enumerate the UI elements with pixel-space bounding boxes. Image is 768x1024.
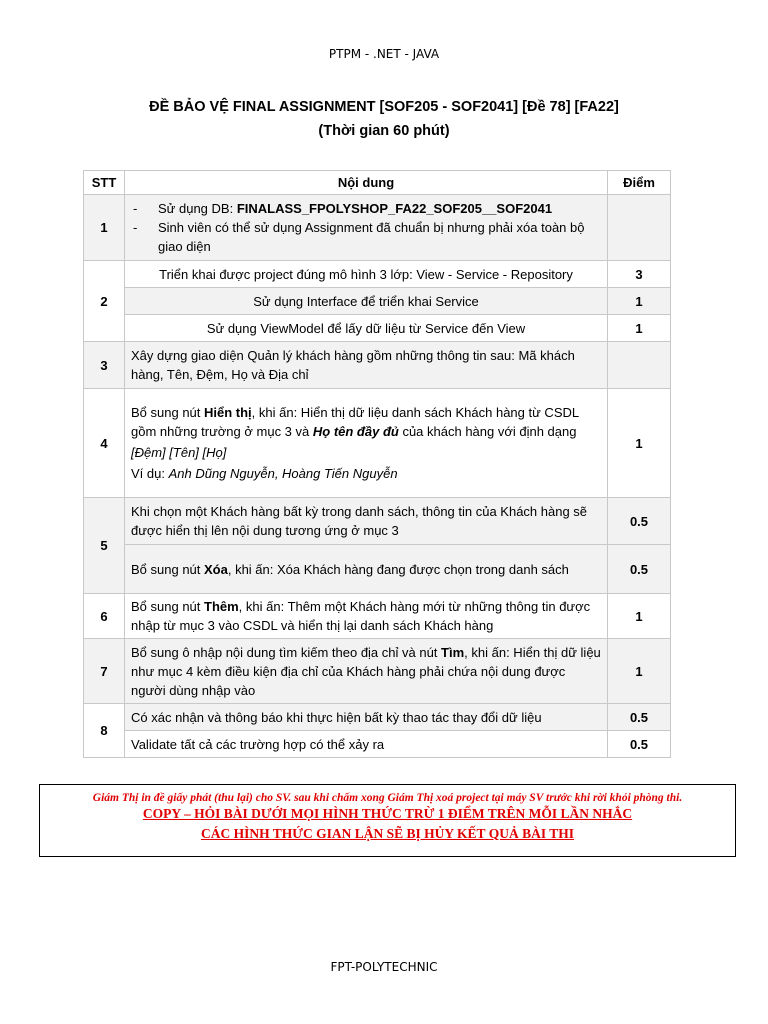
- header-stt: STT: [84, 171, 125, 195]
- full-name-label: Họ tên đầy đủ: [312, 424, 399, 439]
- row-stt: 6: [84, 594, 125, 639]
- row-points: 1: [608, 288, 671, 315]
- row-stt: 2: [84, 261, 125, 342]
- header-points: Điểm: [608, 171, 671, 195]
- list-item: - Sử dụng DB: FINALASS_FPOLYSHOP_FA22_SOF205__SOF2041: [131, 199, 601, 218]
- row-content: Validate tất cả các trường hợp có thể xảy ra: [125, 731, 608, 758]
- row-content: Khi chọn một Khách hàng bất kỳ trong danh sách, thông tin của Khách hàng sẽ được hiển thị lên nội dung tương ứng ở mục 3: [125, 498, 608, 545]
- table-row: [84, 731, 671, 758]
- row-content: Có xác nhận và thông báo khi thực hiện bất kỳ thao tác thay đổi dữ liệu: [125, 704, 608, 731]
- row-stt: 1: [84, 195, 125, 261]
- notice-line3: CÁC HÌNH THỨC GIAN LẬN SẼ BỊ HỦY KẾT QUẢ BÀI THI: [201, 826, 574, 841]
- list-item: - Sinh viên có thể sử dụng Assignment đã chuẩn bị nhưng phải xóa toàn bộ giao diện: [131, 218, 601, 256]
- table-row: [84, 288, 671, 315]
- row-points: 0.5: [608, 704, 671, 731]
- row-content: Sử dụng ViewModel để lấy dữ liệu từ Service đến View: [125, 315, 608, 342]
- table-row: [84, 639, 671, 704]
- delete-button-name: Xóa: [204, 561, 228, 577]
- row-stt: 3: [84, 342, 125, 389]
- row-content: Bổ sung nút Hiển thị, khi ấn: Hiển thị dữ liệu danh sách Khách hàng từ CSDL gồm những trường ở mục 3 và Họ tên đầy đủ của khách hàng với định dạng [Đệm] [Tên] [Họ] Ví dụ: Anh Dũng Nguyễn, Hoàng Tiến Nguyễn: [125, 389, 608, 498]
- row-points: 1: [608, 389, 671, 498]
- table-row: [84, 545, 671, 594]
- row-points: [608, 195, 671, 261]
- row-stt: 5: [84, 498, 125, 594]
- row-points: 1: [608, 315, 671, 342]
- row-points: [608, 342, 671, 389]
- row-points: 0.5: [608, 498, 671, 545]
- exam-title-line1: ĐỀ BẢO VỆ FINAL ASSIGNMENT [SOF205 - SOF2041] [Đề 78] [FA22]: [149, 99, 619, 115]
- page-footer: FPT-POLYTECHNIC: [330, 960, 438, 974]
- exam-duration: (Thời gian 60 phút): [318, 123, 450, 139]
- table-row: [84, 195, 671, 261]
- row-content: [125, 195, 608, 261]
- exam-title: [0, 95, 768, 143]
- row-content: Triển khai được project đúng mô hình 3 lớp: View - Service - Repository: [125, 261, 608, 288]
- table-row: [84, 498, 671, 545]
- notice-line2: COPY – HỎI BÀI DƯỚI MỌI HÌNH THỨC TRỪ 1 ĐIỂM TRÊN MỖI LẦN NHẮC: [142, 806, 633, 821]
- name-example: Anh Dũng Nguyễn, Hoàng Tiến Nguyễn: [168, 466, 398, 481]
- table-header-row: [84, 171, 671, 195]
- search-button-name: Tìm: [441, 644, 465, 660]
- row-points: 0.5: [608, 545, 671, 594]
- table-row: [84, 594, 671, 639]
- proctor-notice: [39, 784, 736, 857]
- row-content: Bổ sung nút Xóa, khi ấn: Xóa Khách hàng đang được chọn trong danh sách: [125, 545, 608, 594]
- row-content: Xây dựng giao diện Quản lý khách hàng gồm những thông tin sau: Mã khách hàng, Tên, Đệm, Họ và Địa chỉ: [125, 342, 608, 389]
- table-row: [84, 389, 671, 498]
- db-name: FINALASS_FPOLYSHOP_FA22_SOF205__SOF2041: [236, 201, 553, 216]
- display-button-name: Hiển thị: [204, 405, 252, 420]
- row-points: 0.5: [608, 731, 671, 758]
- exam-table: [83, 170, 671, 758]
- page-header: PTPM - .NET - JAVA: [328, 47, 440, 61]
- name-format: [Đệm] [Tên] [Họ]: [131, 445, 227, 460]
- notice-line1: Giám Thị in đề giấy phát (thu lại) cho SV. sau khi chấm xong Giám Thị xoá project tại máy SV trước khi rời khỏi phòng thi.: [92, 792, 683, 804]
- row-content: Sử dụng Interface để triển khai Service: [125, 288, 608, 315]
- row-points: 1: [608, 594, 671, 639]
- row-content: Bổ sung nút Thêm, khi ấn: Thêm một Khách hàng mới từ những thông tin được nhập từ mục 3 vào CSDL và hiển thị lại danh sách Khách hàng: [125, 594, 608, 639]
- row-content: Bổ sung ô nhập nội dung tìm kiếm theo địa chỉ và nút Tìm, khi ấn: Hiển thị dữ liệu như mục 4 kèm điều kiện địa chỉ của Khách hàng phải chứa nội dung được người dùng nhập vào: [125, 639, 608, 704]
- row-stt: 7: [84, 639, 125, 704]
- table-row: [84, 704, 671, 731]
- header-content: Nội dung: [125, 171, 608, 195]
- row-points: 3: [608, 261, 671, 288]
- table-row: [84, 342, 671, 389]
- table-row: [84, 261, 671, 288]
- add-button-name: Thêm: [204, 599, 239, 614]
- table-row: [84, 315, 671, 342]
- row-stt: 4: [84, 389, 125, 498]
- row-stt: 8: [84, 704, 125, 758]
- row-points: 1: [608, 639, 671, 704]
